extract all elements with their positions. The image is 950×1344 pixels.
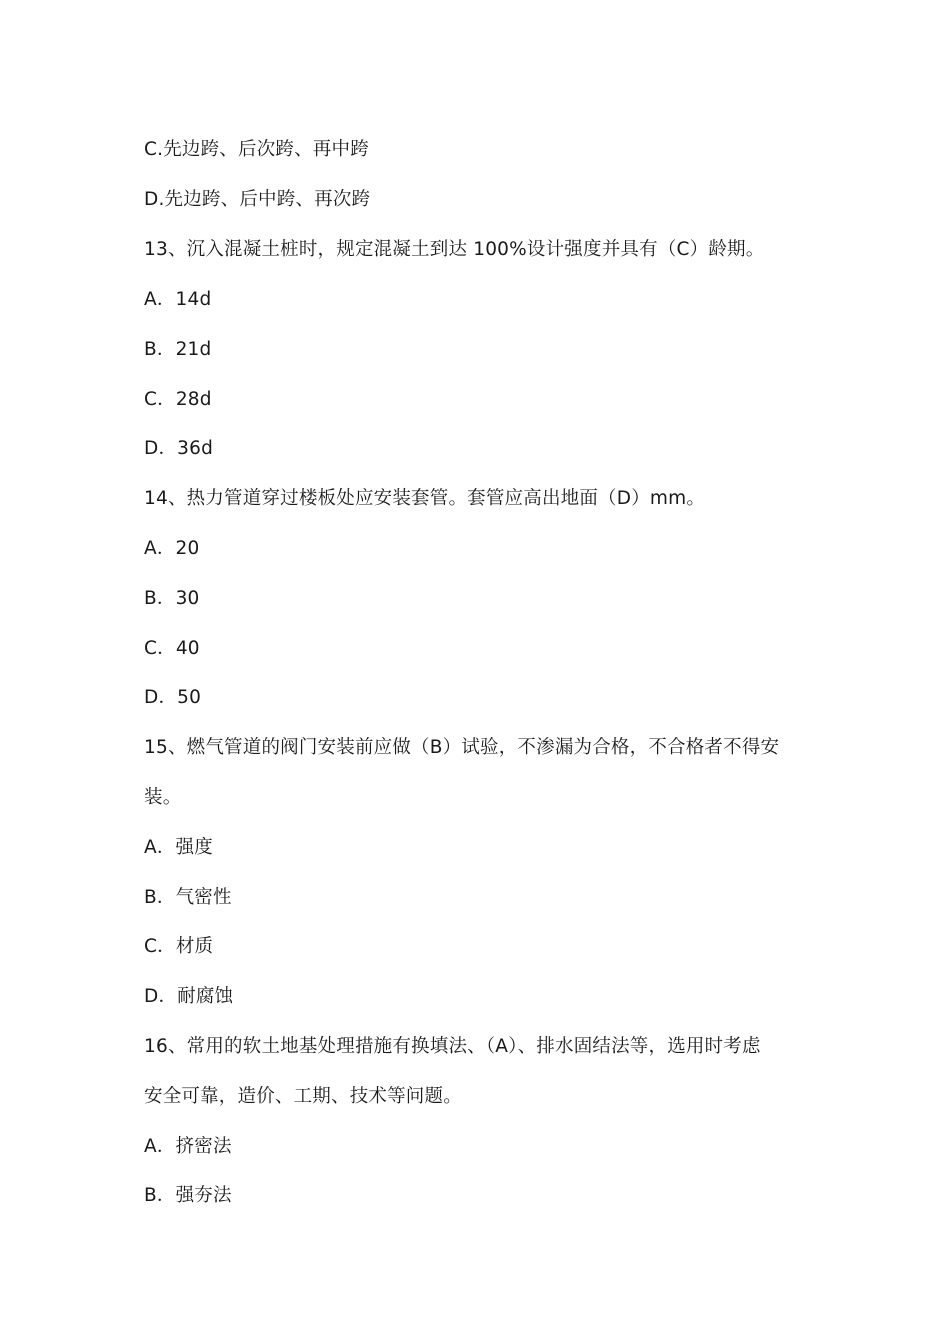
question-15-line-2: 装。 bbox=[144, 787, 182, 808]
question-14: 14、热力管道穿过楼板处应安装套管。套管应高出地面（D）mm。 bbox=[144, 488, 706, 509]
question-16-line-2: 安全可靠，造价、工期、技术等问题。 bbox=[144, 1086, 462, 1107]
option-a-q14: A．20 bbox=[144, 538, 200, 559]
option-a-q15: A．强度 bbox=[144, 837, 213, 858]
option-b-q13: B．21d bbox=[144, 339, 212, 360]
option-b-q16: B．强夯法 bbox=[144, 1185, 232, 1206]
option-b-q15: B．气密性 bbox=[144, 887, 232, 908]
option-d-q13: D．36d bbox=[144, 438, 214, 459]
option-d-q14: D．50 bbox=[144, 687, 202, 708]
option-c-q14: C．40 bbox=[144, 638, 200, 659]
option-b-q14: B．30 bbox=[144, 588, 200, 609]
question-15-line-1: 15、燃气管道的阀门安装前应做（B）试验，不渗漏为合格，不合格者不得安 bbox=[144, 737, 780, 758]
question-13: 13、沉入混凝土桩时，规定混凝土到达 100%设计强度并具有（C）龄期。 bbox=[144, 239, 765, 260]
option-c-q12: C.先边跨、后次跨、再中跨 bbox=[144, 139, 369, 160]
option-d-q12: D.先边跨、后中跨、再次跨 bbox=[144, 189, 371, 210]
option-d-q15: D．耐腐蚀 bbox=[144, 986, 234, 1007]
question-16-line-1: 16、常用的软土地基处理措施有换填法、（A）、排水固结法等，选用时考虑 bbox=[144, 1036, 761, 1057]
option-c-q15: C．材质 bbox=[144, 936, 214, 957]
option-a-q13: A．14d bbox=[144, 289, 212, 310]
option-a-q16: A．挤密法 bbox=[144, 1136, 232, 1157]
option-c-q13: C．28d bbox=[144, 389, 212, 410]
